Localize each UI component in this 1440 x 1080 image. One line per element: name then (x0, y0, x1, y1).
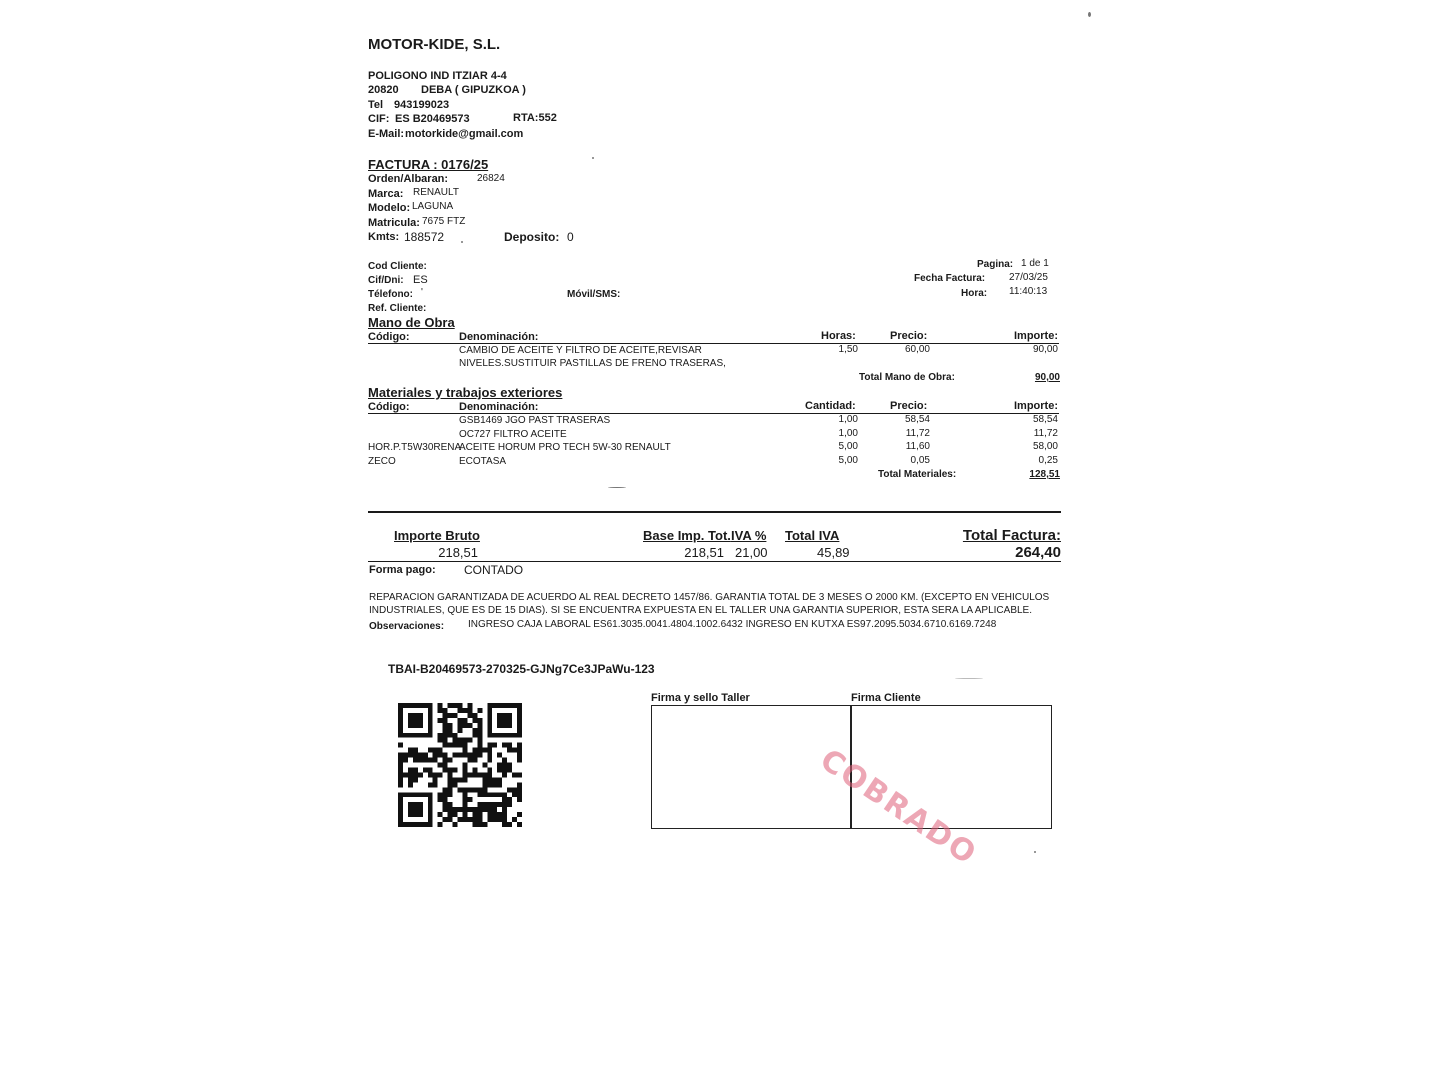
materials-row-2-codigo: HOR.P.T5W30RENA (368, 442, 462, 453)
labor-horas: 1,50 (838, 344, 858, 355)
materials-row-3-importe: 0,25 (1038, 455, 1058, 466)
iva-pct-value: 21,00 (735, 545, 768, 560)
company-tel-label: Tel (368, 99, 384, 111)
deposito-value: 0 (567, 230, 574, 244)
deposito-label: Deposito: (504, 230, 560, 244)
observaciones-label: Observaciones: (369, 621, 445, 632)
firma-taller-label: Firma y sello Taller (651, 692, 750, 704)
qr-code-icon (398, 703, 522, 827)
tbai-code: TBAI-B20469573-270325-GJNg7Ce3JPaWu-123 (388, 662, 655, 676)
company-cif: ES B20469573 (395, 113, 470, 125)
labor-total-label: Total Mano de Obra: (859, 372, 955, 383)
marca-label: Marca: (368, 188, 404, 200)
labor-header-importe: Importe: (1014, 330, 1058, 342)
scan-speck (461, 241, 463, 243)
iva-value: 45,89 (817, 545, 850, 560)
materials-row-3-precio: 0,05 (910, 455, 930, 466)
labor-total: 90,00 (1034, 372, 1060, 383)
labor-title: Mano de Obra (368, 315, 455, 330)
cobrado-stamp: COBRADO (813, 742, 984, 873)
pagina-value: 1 de 1 (1021, 258, 1049, 269)
matricula-value: 7675 FTZ (422, 216, 466, 227)
labor-header-horas: Horas: (821, 330, 856, 342)
invoice-title: FACTURA : 0176/25 (368, 157, 489, 172)
company-email-label: E-Mail: (368, 128, 405, 140)
telefono-label: Télefono: (368, 289, 413, 300)
kmts-value: 188572 (404, 230, 445, 244)
base-value: 218,51 (684, 545, 724, 560)
company-postal-code: 20820 (368, 84, 399, 96)
hora-label: Hora: (961, 288, 988, 299)
materials-header-rule (368, 413, 1059, 414)
labor-header-codigo: Código: (368, 331, 410, 343)
firma-cliente-label: Firma Cliente (851, 692, 921, 704)
marca-value: RENAULT (413, 187, 459, 198)
labor-importe: 90,00 (1032, 344, 1058, 355)
materials-header-cantidad: Cantidad: (805, 400, 856, 412)
ref-cliente-label: Ref. Cliente: (368, 303, 427, 314)
materials-header-importe: Importe: (1014, 400, 1058, 412)
modelo-value: LAGUNA (412, 201, 454, 212)
materials-row-3-cantidad: 5,00 (838, 455, 858, 466)
modelo-label: Modelo: (368, 202, 411, 214)
labor-desc-line2: NIVELES.SUSTITUIR PASTILLAS DE FRENO TRASERAS, (459, 358, 726, 369)
company-cif-label: CIF: (368, 113, 390, 125)
iva-pct-label: IVA % (731, 528, 767, 543)
materials-row-1-denominacion: OC727 FILTRO ACEITE (459, 429, 567, 440)
observaciones-text: INGRESO CAJA LABORAL ES61.3035.0041.4804.1002.6432 INGRESO EN KUTXA ES97.2095.5034.6710.6169.7248 (468, 619, 997, 630)
scan-speck (608, 487, 626, 488)
forma-pago-label: Forma pago: (369, 564, 436, 576)
base-label: Base Imp. Tot. (643, 528, 731, 543)
materials-row-0-cantidad: 1,00 (838, 414, 858, 425)
materials-header-precio: Precio: (890, 400, 928, 412)
materials-row-3-denominacion: ECOTASA (459, 456, 507, 467)
materials-row-2-denominacion: ACEITE HORUM PRO TECH 5W-30 RENAULT (459, 442, 671, 453)
materials-row-3-codigo: ZECO (368, 456, 396, 467)
scan-speck (1088, 12, 1091, 17)
labor-desc-line1: CAMBIO DE ACEITE Y FILTRO DE ACEITE,REVISAR (459, 345, 702, 356)
totals-bottom-rule (368, 561, 1061, 562)
labor-header-rule (368, 343, 1059, 344)
orden-label: Orden/Albaran: (368, 173, 449, 185)
materials-header-codigo: Código: (368, 401, 410, 413)
materials-row-0-precio: 58,54 (904, 414, 930, 425)
hora-value: 11:40:13 (1009, 286, 1048, 297)
materials-total-label: Total Materiales: (878, 469, 957, 480)
total-factura-value: 264,40 (1015, 544, 1061, 561)
company-tel: 943199023 (394, 99, 450, 111)
materials-row-0-importe: 58,54 (1032, 414, 1058, 425)
cifdni-value: ES (413, 274, 428, 286)
scan-speck (592, 157, 594, 159)
telefono-value: ' (421, 287, 423, 298)
materials-title: Materiales y trabajos exteriores (368, 385, 563, 400)
materials-row-0-denominacion: GSB1469 JGO PAST TRASERAS (459, 415, 611, 426)
cifdni-label: Cif/Dni: (368, 275, 404, 286)
scan-speck (1034, 851, 1036, 853)
materials-row-1-cantidad: 1,00 (838, 428, 858, 439)
labor-header-precio: Precio: (890, 330, 928, 342)
forma-pago-value: CONTADO (464, 563, 524, 577)
materials-row-1-precio: 11,72 (905, 428, 930, 439)
materials-row-2-precio: 11,60 (905, 441, 930, 452)
labor-precio: 60,00 (904, 344, 930, 355)
company-name: MOTOR-KIDE, S.L. (368, 36, 501, 53)
fecha-label: Fecha Factura: (914, 273, 986, 284)
fecha-value: 27/03/25 (1009, 272, 1048, 283)
materials-header-denominacion: Denominación: (459, 401, 539, 413)
company-rta: RTA:552 (513, 112, 557, 124)
materials-row-2-importe: 58,00 (1032, 441, 1058, 452)
bruto-label: Importe Bruto (394, 528, 480, 543)
total-factura-label: Total Factura: (962, 527, 1061, 544)
materials-total: 128,51 (1029, 469, 1060, 480)
iva-label: Total IVA (785, 528, 840, 543)
movil-label: Móvil/SMS: (567, 289, 621, 300)
warranty-line2: INDUSTRIALES, QUE ES DE 15 DIAS). SI SE ENCUENTRA EXPUESTA EN EL TALLER UNA GARANTIA SUPERIOR, ESTA SERA LA APLICABLE. (369, 605, 1032, 616)
bruto-value: 218,51 (438, 545, 478, 560)
materials-row-2-cantidad: 5,00 (838, 441, 858, 452)
pagina-label: Pagina: (977, 259, 1014, 270)
company-address: POLIGONO IND ITZIAR 4-4 (368, 70, 507, 82)
warranty-line1: REPARACION GARANTIZADA DE ACUERDO AL REAL DECRETO 1457/86. GARANTIA TOTAL DE 3 MESES O 2000 KM. (EXCEPTO EN VEHICULOS (369, 592, 1050, 603)
materials-row-1-importe: 11,72 (1033, 428, 1058, 439)
orden-value: 26824 (477, 173, 505, 184)
labor-header-denominacion: Denominación: (459, 331, 539, 343)
kmts-label: Kmts: (368, 231, 400, 243)
company-email: motorkide@gmail.com (405, 128, 524, 140)
cod-cliente-label: Cod Cliente: (368, 261, 427, 272)
company-city: DEBA ( GIPUZKOA ) (421, 84, 526, 96)
totals-top-rule (368, 511, 1061, 513)
matricula-label: Matricula: (368, 217, 420, 229)
scan-speck (955, 678, 983, 679)
